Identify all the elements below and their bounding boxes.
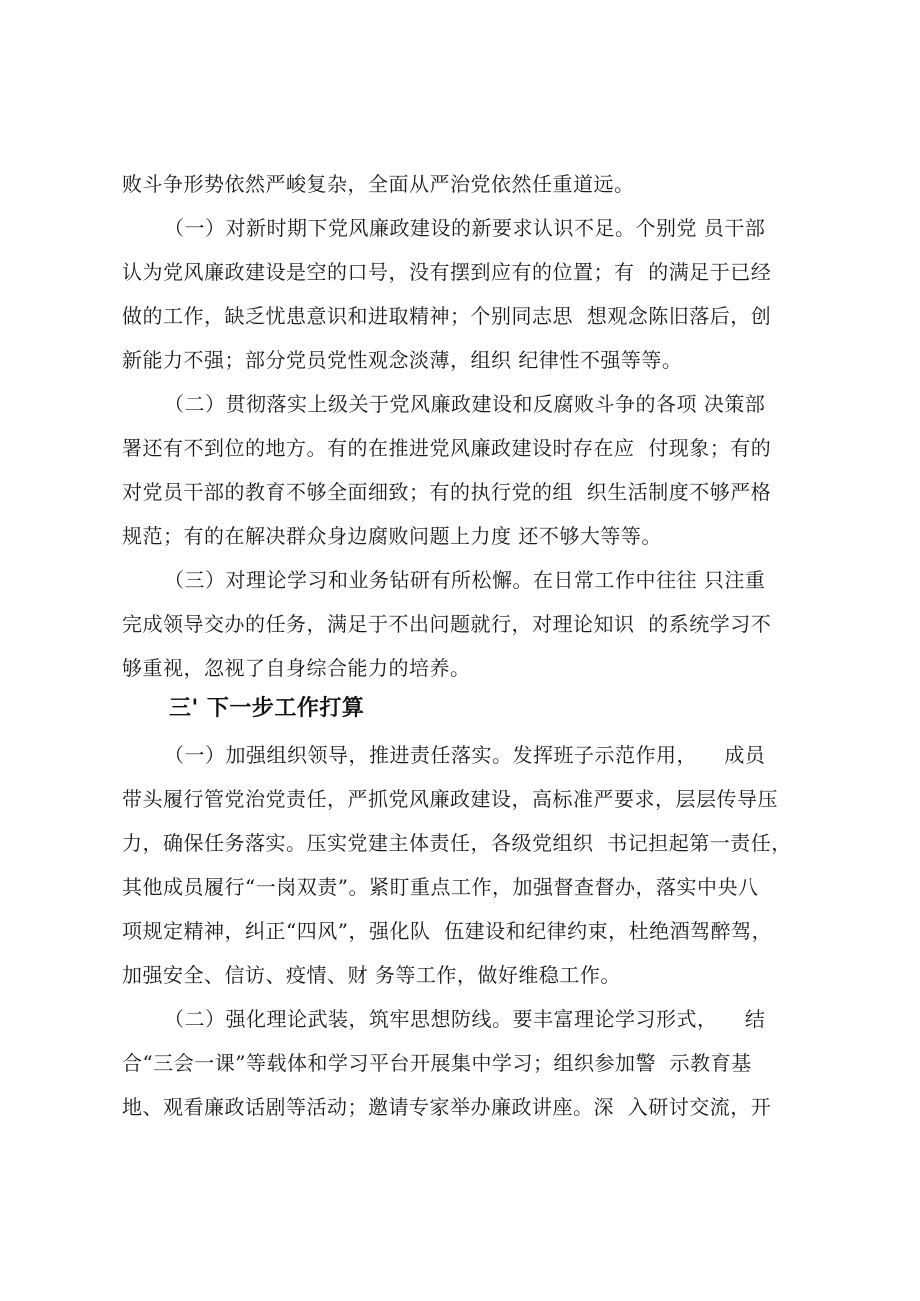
- paragraph-line: 地、观看廉政话剧等活动；邀请专家举办廉政讲座。深 入研讨交流，开: [122, 1095, 772, 1119]
- paragraph-line: （二）贯彻落实上级关于党风廉政建设和反腐败斗争的各项 决策部: [164, 392, 766, 416]
- paragraph-line: 败斗争形势依然严峻复杂，全面从严治党依然任重道远。: [122, 172, 635, 196]
- paragraph-line: （一）对新时期下党风廉政建设的新要求认识不足。个别党 员干部: [164, 216, 766, 240]
- paragraph-line: 完成领导交办的任务，满足于不出问题就行，对理论知识 的系统学习不: [122, 612, 772, 636]
- paragraph-line: 加强安全、信访、疫情、财 务等工作，做好维稳工作。: [122, 963, 621, 987]
- paragraph-line: 带头履行管党治党责任，严抓党风廉政建设，高标准严要求，层层传导压: [122, 787, 778, 811]
- paragraph-line: 做的工作，缺乏忧患意识和进取精神；个别同志思 想观念陈旧落后，创: [122, 304, 772, 328]
- paragraph-line: 对党员干部的教育不够全面细致；有的执行党的组 织生活制度不够严格: [122, 480, 772, 504]
- paragraph-line: 够重视，忽视了自身综合能力的培养。: [122, 656, 471, 680]
- paragraph-line: 署还有不到位的地方。有的在推进党风廉政建设时存在应 付现象；有的: [122, 436, 772, 460]
- paragraph-line: 认为党风廉政建设是空的口号，没有摆到应有的位置；有 的满足于已经: [122, 260, 772, 284]
- paragraph-line: 其他成员履行“一岗双责”。紧盯重点工作，加强督查督办，落实中央八: [122, 875, 759, 899]
- paragraph-line: 规范；有的在解决群众身边腐败问题上力度 还不够大等等。: [122, 524, 662, 548]
- paragraph-line: （二）强化理论武装，筑牢思想防线。要丰富理论学习形式， 结: [164, 1007, 766, 1031]
- paragraph-line: 力，确保任务落实。压实党建主体责任，各级党组织 书记担起第一责任，: [122, 831, 792, 855]
- paragraph-line: 项规定精神，纠正“四风”，强化队 伍建设和纪律约束，杜绝酒驾醉驾，: [122, 919, 773, 943]
- paragraph-line: （一）加强组织领导，推进责任落实。发挥班子示范作用， 成员: [164, 743, 766, 767]
- paragraph-line: （三）对理论学习和业务钻研有所松懈。在日常工作中往往 只注重: [164, 568, 766, 592]
- paragraph-line: 合“三会一课”等载体和学习平台开展集中学习；组织参加警 示教育基: [122, 1051, 752, 1075]
- section-heading: 三' 下一步工作打算: [169, 696, 365, 721]
- paragraph-line: 新能力不强；部分党员党性观念淡薄，组织 纪律性不强等等。: [122, 348, 683, 372]
